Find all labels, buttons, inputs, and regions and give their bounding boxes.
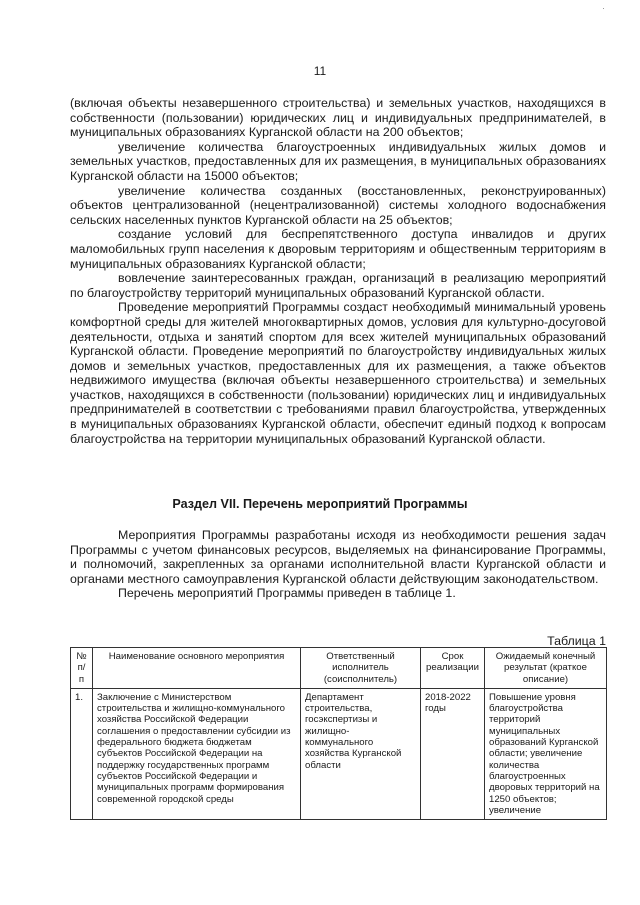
body-text-top: [70, 96, 606, 446]
paragraph: увеличение количества благоустроенных индивидуальных жилых домов и земельных участков, предоставленных для их размещения, в муниципальных образованиях Курганской области на 15000 объектов;: [70, 139, 606, 183]
cell-term: 2018-2022 годы: [421, 688, 485, 819]
paragraph: увеличение количества созданных (восстановленных, реконструированных) объектов централизованной (нецентрализованной) системы холодного водоснабжения сельских населенных пунктов Курганской области на 25 объектов;: [70, 183, 606, 227]
paragraph: Мероприятия Программы разработаны исходя из необходимости решения задач Программы с учетом финансовых ресурсов, выделяемых на финансирование Программы, и полномочий, закрепленных за органами исполнительной власти Курганской области и органами местного самоуправления Курганской области действующим законодательством.: [70, 528, 606, 586]
paragraph: (включая объекты незавершенного строительства) и земельных участков, находящихся в собственности (пользовании) юридических лиц и индивидуальных предпринимателей, в муниципальных образованиях Курганской области на 200 объектов;: [70, 96, 606, 140]
paragraph: создание условий для беспрепятственного доступа инвалидов и других маломобильных групп населения к дворовым территориям и общественным территориям в муниципальных образованиях Курганской области;: [70, 227, 606, 271]
page-number: 11: [313, 64, 327, 78]
header-result: Ожидаемый конечный результат (краткое описание): [485, 648, 607, 689]
cell-result: Повышение уровня благоустройства территорий муниципальных образований Курганской области; увеличение количества благоустроенных дворовых территорий на 1250 объектов; увеличение: [485, 688, 607, 819]
header-num: № п/п: [71, 648, 93, 689]
paragraph: Перечень мероприятий Программы приведен в таблице 1.: [118, 586, 456, 601]
section-heading: Раздел VII. Перечень мероприятий Программы: [172, 497, 468, 511]
table-caption: Таблица 1: [547, 634, 606, 648]
cell-name: Заключение с Министерством строительства и жилищно-коммунального хозяйства Российской Федерации соглашения о предоставлении субсидии из федерального бюджета бюджетам субъектов Российской Федерации на поддержку государственных программ субъектов Российской Федерации и муниципальных программ формирования современной городской среды: [93, 688, 301, 819]
header-term: Срок реализации: [421, 648, 485, 689]
paragraph: Проведение мероприятий Программы создаст необходимый минимальный уровень комфортной среды для жителей многоквартирных домов, условия для культурно-досуговой деятельности, отдыха и занятий спортом для всех жителей муниципальных образований Курганской области. Проведение мероприятий по благоустройству индивидуальных жилых домов и земельных участков, предоставленных для их размещения, а также объектов недвижимого имущества (включая объекты незавершенного строительства) и земельных участков, находящихся в собственности (пользовании) юридических лиц и индивидуальных предпринимателей в соответствии с требованиями правил благоустройства, утвержденных в муниципальных образованиях Курганской области, обеспечит единый подход к вопросам благоустройства на территории муниципальных образований Курганской области.: [70, 300, 606, 446]
cell-num: 1.: [71, 688, 93, 819]
header-name: Наименование основного мероприятия: [93, 648, 301, 689]
scan-artifact: [603, 8, 604, 9]
measures-table: [70, 647, 607, 820]
table-row: [71, 688, 607, 819]
header-executor: Ответственный исполнитель (соисполнитель): [301, 648, 421, 689]
table-header-row: [71, 648, 607, 689]
paragraph: вовлечение заинтересованных граждан, организаций в реализацию мероприятий по благоустройству территорий муниципальных образований Курганской области.: [70, 271, 606, 300]
body-text-section: [70, 528, 606, 601]
cell-executor: Департамент строительства, госэкспертизы и жилищно-коммунального хозяйства Курганской области: [301, 688, 421, 819]
